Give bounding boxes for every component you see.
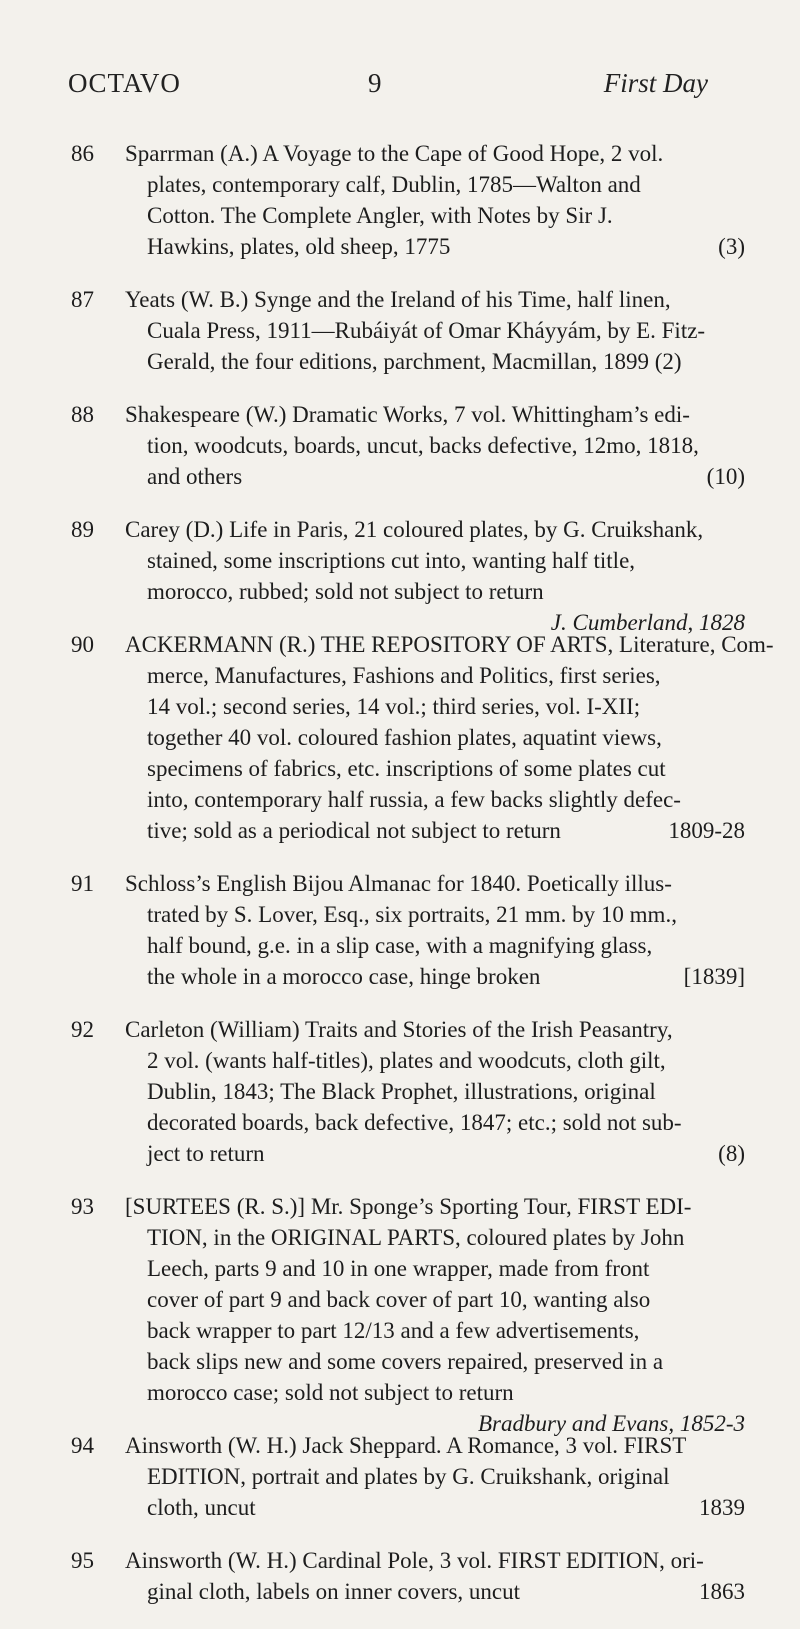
lot-entry xyxy=(0,138,800,262)
lot-description-line xyxy=(125,1430,745,1461)
lot-entry xyxy=(0,868,800,992)
lot-description-line xyxy=(147,899,745,930)
lot-description-line xyxy=(125,868,745,899)
lot-count-or-date: (3) xyxy=(718,234,745,259)
lot-text: trated by S. Lover, Esq., six portraits, 21 mm. by 10 mm., xyxy=(147,902,677,927)
lot-text: Yeats (W. B.) Synge and the Ireland of his Time, half linen, xyxy=(125,287,671,312)
lot-description-line xyxy=(125,1014,745,1045)
lot-text: decorated boards, back defective, 1847; etc.; sold not sub- xyxy=(147,1110,682,1135)
lot-description-line xyxy=(147,784,745,815)
lot-description-line xyxy=(147,691,745,722)
lot-description-line xyxy=(147,1284,745,1315)
header-format: OCTAVO xyxy=(68,68,181,98)
lot-number: 89 xyxy=(71,517,94,542)
lot-text: cloth, uncut xyxy=(147,1495,256,1520)
lot-description-line xyxy=(147,1346,745,1377)
lot-text: tive; sold as a periodical not subject to return xyxy=(147,818,561,843)
lot-description-line xyxy=(147,1492,745,1523)
lot-text: Carleton (William) Traits and Stories of the Irish Peasantry, xyxy=(125,1017,673,1042)
lot-text: back wrapper to part 12/13 and a few advertisements, xyxy=(147,1318,640,1343)
lot-text: Ainsworth (W. H.) Cardinal Pole, 3 vol. FIRST EDITION, ori- xyxy=(125,1548,704,1573)
lot-description-line xyxy=(147,1107,745,1138)
lot-description-line xyxy=(125,138,745,169)
lot-description-line xyxy=(147,1315,745,1346)
lot-count-or-date: 1809-28 xyxy=(668,818,745,843)
lot-description-line xyxy=(147,961,745,992)
lot-description-line xyxy=(147,231,745,262)
lot-text: Gerald, the four editions, parchment, Macmillan, 1899 (2) xyxy=(147,349,682,374)
lot-text: Cotton. The Complete Angler, with Notes by Sir J. xyxy=(147,203,613,228)
lot-description-line xyxy=(147,576,745,607)
lot-number: 92 xyxy=(71,1017,94,1042)
lot-text: ACKERMANN (R.) THE REPOSITORY OF ARTS, Literature, Com- xyxy=(125,632,774,657)
lot-text: 14 vol.; second series, 14 vol.; third series, vol. I-XII; xyxy=(147,694,641,719)
lot-list xyxy=(0,138,800,1629)
lot-description-line xyxy=(125,629,774,660)
page-number: 9 xyxy=(368,68,382,98)
lot-text: [SURTEES (R. S.)] Mr. Sponge’s Sporting Tour, FIRST EDI- xyxy=(125,1194,692,1219)
lot-text: Cuala Press, 1911—Rubáiyát of Omar Kháyyám, by E. Fitz- xyxy=(147,318,706,343)
lot-count-or-date: 1863 xyxy=(699,1579,745,1604)
lot-text: and others xyxy=(147,464,243,489)
lot-count-or-date: 1839 xyxy=(699,1495,745,1520)
lot-entry xyxy=(0,514,800,635)
lot-text: morocco case; sold not subject to return xyxy=(147,1380,514,1405)
lot-count-or-date: [1839] xyxy=(683,964,745,989)
lot-text: Schloss’s English Bijou Almanac for 1840. Poetically illus- xyxy=(125,871,672,896)
lot-text: ject to return xyxy=(147,1141,265,1166)
lot-number: 91 xyxy=(71,871,94,896)
lot-text: the whole in a morocco case, hinge broken xyxy=(147,964,541,989)
lot-text: morocco, rubbed; sold not subject to return xyxy=(147,579,544,604)
lot-number: 95 xyxy=(71,1548,94,1573)
lot-description-line xyxy=(147,1253,745,1284)
lot-count-or-date: Bradbury and Evans, 1852-3 xyxy=(477,1411,745,1436)
lot-description-line xyxy=(147,430,745,461)
lot-text: Shakespeare (W.) Dramatic Works, 7 vol. Whittingham’s edi- xyxy=(125,402,690,427)
lot-count-or-date: J. Cumberland, 1828 xyxy=(550,610,745,635)
lot-number: 93 xyxy=(71,1194,94,1219)
page-header xyxy=(68,68,708,108)
lot-entry xyxy=(0,1545,800,1607)
lot-description-line xyxy=(147,545,745,576)
lot-description-line xyxy=(147,753,745,784)
lot-text: Leech, parts 9 and 10 in one wrapper, made from front xyxy=(147,1256,650,1281)
lot-description-line xyxy=(147,1461,745,1492)
lot-description-line xyxy=(147,815,745,846)
lot-description-line xyxy=(147,1076,745,1107)
lot-number: 86 xyxy=(71,141,94,166)
lot-count-or-date: (8) xyxy=(718,1141,745,1166)
lot-entry xyxy=(0,284,800,377)
header-day: First Day xyxy=(603,68,708,98)
lot-number: 94 xyxy=(71,1433,94,1458)
lot-text: cover of part 9 and back cover of part 10, wanting also xyxy=(147,1287,651,1312)
lot-text: plates, contemporary calf, Dublin, 1785—Walton and xyxy=(147,172,641,197)
lot-description-line xyxy=(125,1545,745,1576)
lot-description-line xyxy=(147,660,745,691)
lot-description-line xyxy=(147,722,745,753)
lot-entry xyxy=(0,1014,800,1169)
lot-text: into, contemporary half russia, a few backs slightly defec- xyxy=(147,787,681,812)
lot-entry xyxy=(0,1430,800,1523)
lot-text: TION, in the ORIGINAL PARTS, coloured plates by John xyxy=(147,1225,685,1250)
lot-description-line xyxy=(125,399,745,430)
lot-number: 87 xyxy=(71,287,94,312)
lot-description-line xyxy=(147,1138,745,1169)
lot-text: half bound, g.e. in a slip case, with a magnifying glass, xyxy=(147,933,653,958)
lot-text: tion, woodcuts, boards, uncut, backs defective, 12mo, 1818, xyxy=(147,433,699,458)
lot-text: Dublin, 1843; The Black Prophet, illustrations, original xyxy=(147,1079,656,1104)
lot-description-line xyxy=(147,200,745,231)
lot-description-line xyxy=(147,346,745,377)
lot-description-line xyxy=(147,1576,745,1607)
lot-number: 90 xyxy=(71,632,94,657)
lot-text: Ainsworth (W. H.) Jack Sheppard. A Romance, 3 vol. FIRST xyxy=(125,1433,687,1458)
lot-entry xyxy=(0,1191,800,1436)
lot-count-or-date: (10) xyxy=(706,464,745,489)
lot-text: back slips new and some covers repaired, preserved in a xyxy=(147,1349,664,1374)
lot-description-line xyxy=(147,1377,745,1408)
lot-text: specimens of fabrics, etc. inscriptions of some plates cut xyxy=(147,756,666,781)
lot-text: Hawkins, plates, old sheep, 1775 xyxy=(147,234,451,259)
lot-description-line xyxy=(125,1191,745,1222)
lot-text: EDITION, portrait and plates by G. Cruikshank, original xyxy=(147,1464,670,1489)
lot-description-line xyxy=(147,1045,745,1076)
lot-description-line xyxy=(147,1222,745,1253)
lot-entry xyxy=(0,629,800,846)
lot-description-line xyxy=(125,514,745,545)
lot-description-line xyxy=(147,930,745,961)
lot-description-line xyxy=(147,169,745,200)
lot-description-line xyxy=(147,315,745,346)
lot-text: together 40 vol. coloured fashion plates, aquatint views, xyxy=(147,725,662,750)
lot-entry xyxy=(0,399,800,492)
lot-text: Sparrman (A.) A Voyage to the Cape of Good Hope, 2 vol. xyxy=(125,141,664,166)
lot-text: Carey (D.) Life in Paris, 21 coloured plates, by G. Cruikshank, xyxy=(125,517,704,542)
lot-number: 88 xyxy=(71,402,94,427)
lot-text: 2 vol. (wants half-titles), plates and woodcuts, cloth gilt, xyxy=(147,1048,666,1073)
lot-text: merce, Manufactures, Fashions and Politics, first series, xyxy=(147,663,661,688)
lot-description-line xyxy=(147,461,745,492)
lot-text: stained, some inscriptions cut into, wanting half title, xyxy=(147,548,636,573)
lot-description-line xyxy=(125,284,745,315)
lot-text: ginal cloth, labels on inner covers, uncut xyxy=(147,1579,521,1604)
